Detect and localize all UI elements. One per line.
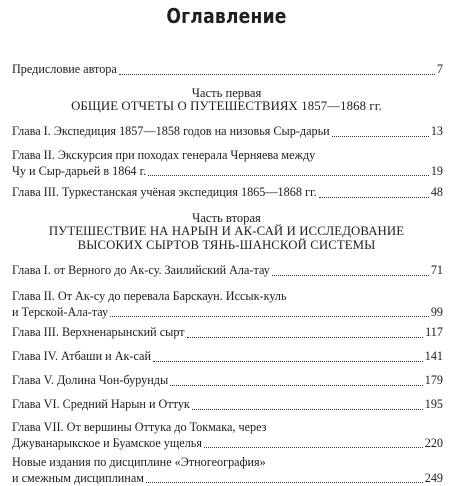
toc-entry-part1-ch1[interactable] [12,124,443,140]
toc-entry-text: Предисловие автора [12,62,117,76]
toc-page-number: 13 [430,124,443,138]
leader-dots [187,337,424,338]
toc-entry-text: Глава I. Экспедиция 1857—1858 годов на низовья Сыр-дарьи [12,124,330,138]
toc-page-number: 48 [430,185,443,199]
toc-entry-preface[interactable] [12,62,443,78]
toc-entry-text: Джуванарыкское и Буамское ущелья [12,435,202,450]
leader-dots [192,409,423,410]
leader-dots [153,361,423,362]
page-title: Оглавление [166,4,287,28]
toc-page-number: 249 [424,470,443,485]
toc-page-number: 179 [424,373,443,387]
toc-page-number: 117 [425,325,443,339]
leader-dots [319,197,429,198]
toc-page-number: 7 [436,62,443,76]
toc-entry-text: Глава VII. От вершины Оттука до Токмака, через [12,420,267,434]
toc-entry-text: Глава VI. Средний Нарын и Оттук [12,397,190,411]
toc-entry-part2-ch7[interactable] [12,420,443,451]
toc-entry-text: Глава II. От Ак-су до перевала Барскаун. Иссык-куль [12,289,287,303]
toc-entry-part2-ch3[interactable] [12,325,443,341]
part-two-title-line-1: ПУТЕШЕСТВИЕ НА НАРЫН И АК-САЙ И ИССЛЕДОВАНИЕ [48,224,405,238]
toc-entry-part2-ch5[interactable] [12,373,443,389]
toc-entry-text: Глава IV. Атбаши и Ак-сай [12,349,151,363]
toc-entry-part1-ch3[interactable] [12,185,443,201]
toc-page-number: 71 [430,263,443,277]
toc-entry-part2-ch6[interactable] [12,397,443,413]
toc-entry-part1-ch2[interactable] [12,148,443,179]
part-one-label: Часть первая [191,86,262,100]
leader-dots [110,316,429,317]
leader-dots [119,74,435,75]
toc-page-number: 220 [424,435,443,450]
toc-page-number: 99 [430,304,443,319]
toc-entry-text: Глава II. Экскурсия при походах генерала Черняева между [12,148,316,162]
toc-entry-text: Глава V. Долина Чон-бурунды [12,373,169,387]
toc-entry-text: Глава I. от Верного до Ак-су. Заилийский Ала-тау [12,263,270,277]
leader-dots [204,447,423,448]
toc-entry-part2-ch1[interactable] [12,263,443,279]
toc-entry-text: Глава III. Туркестанская учёная экспедиция 1865—1868 гг. [12,185,317,199]
toc-entry-new-editions[interactable] [12,455,443,486]
part-two-title-line-2: ВЫСОКИХ СЫРТОВ ТЯНЬ-ШАНСКОЙ СИСТЕМЫ [77,238,376,252]
toc-entry-part2-ch4[interactable] [12,349,443,365]
leader-dots [332,136,429,137]
toc-entry-text: Чу и Сыр-дарьей в 1864 г. [12,163,147,178]
toc-entry-text: Глава III. Верхненарынский сырт [12,325,185,339]
part-one-title: ОБЩИЕ ОТЧЕТЫ О ПУТЕШЕСТВИЯХ 1857—1868 гг. [71,99,382,113]
toc-entry-text: и смежным дисциплинам [12,470,144,485]
toc-page-number: 195 [424,397,443,411]
toc-page-number: 141 [424,349,443,363]
leader-dots [148,175,429,176]
leader-dots [146,482,423,483]
part-two-label: Часть вторая [192,211,261,225]
toc-page-number: 19 [430,163,443,178]
toc-entry-text: и Терской-Ала-тау [12,304,109,319]
leader-dots [170,385,423,386]
toc-entry-part2-ch2[interactable] [12,289,443,320]
leader-dots [272,275,429,276]
toc-entry-text: Новые издания по дисциплине «Этногеография» [12,455,266,469]
